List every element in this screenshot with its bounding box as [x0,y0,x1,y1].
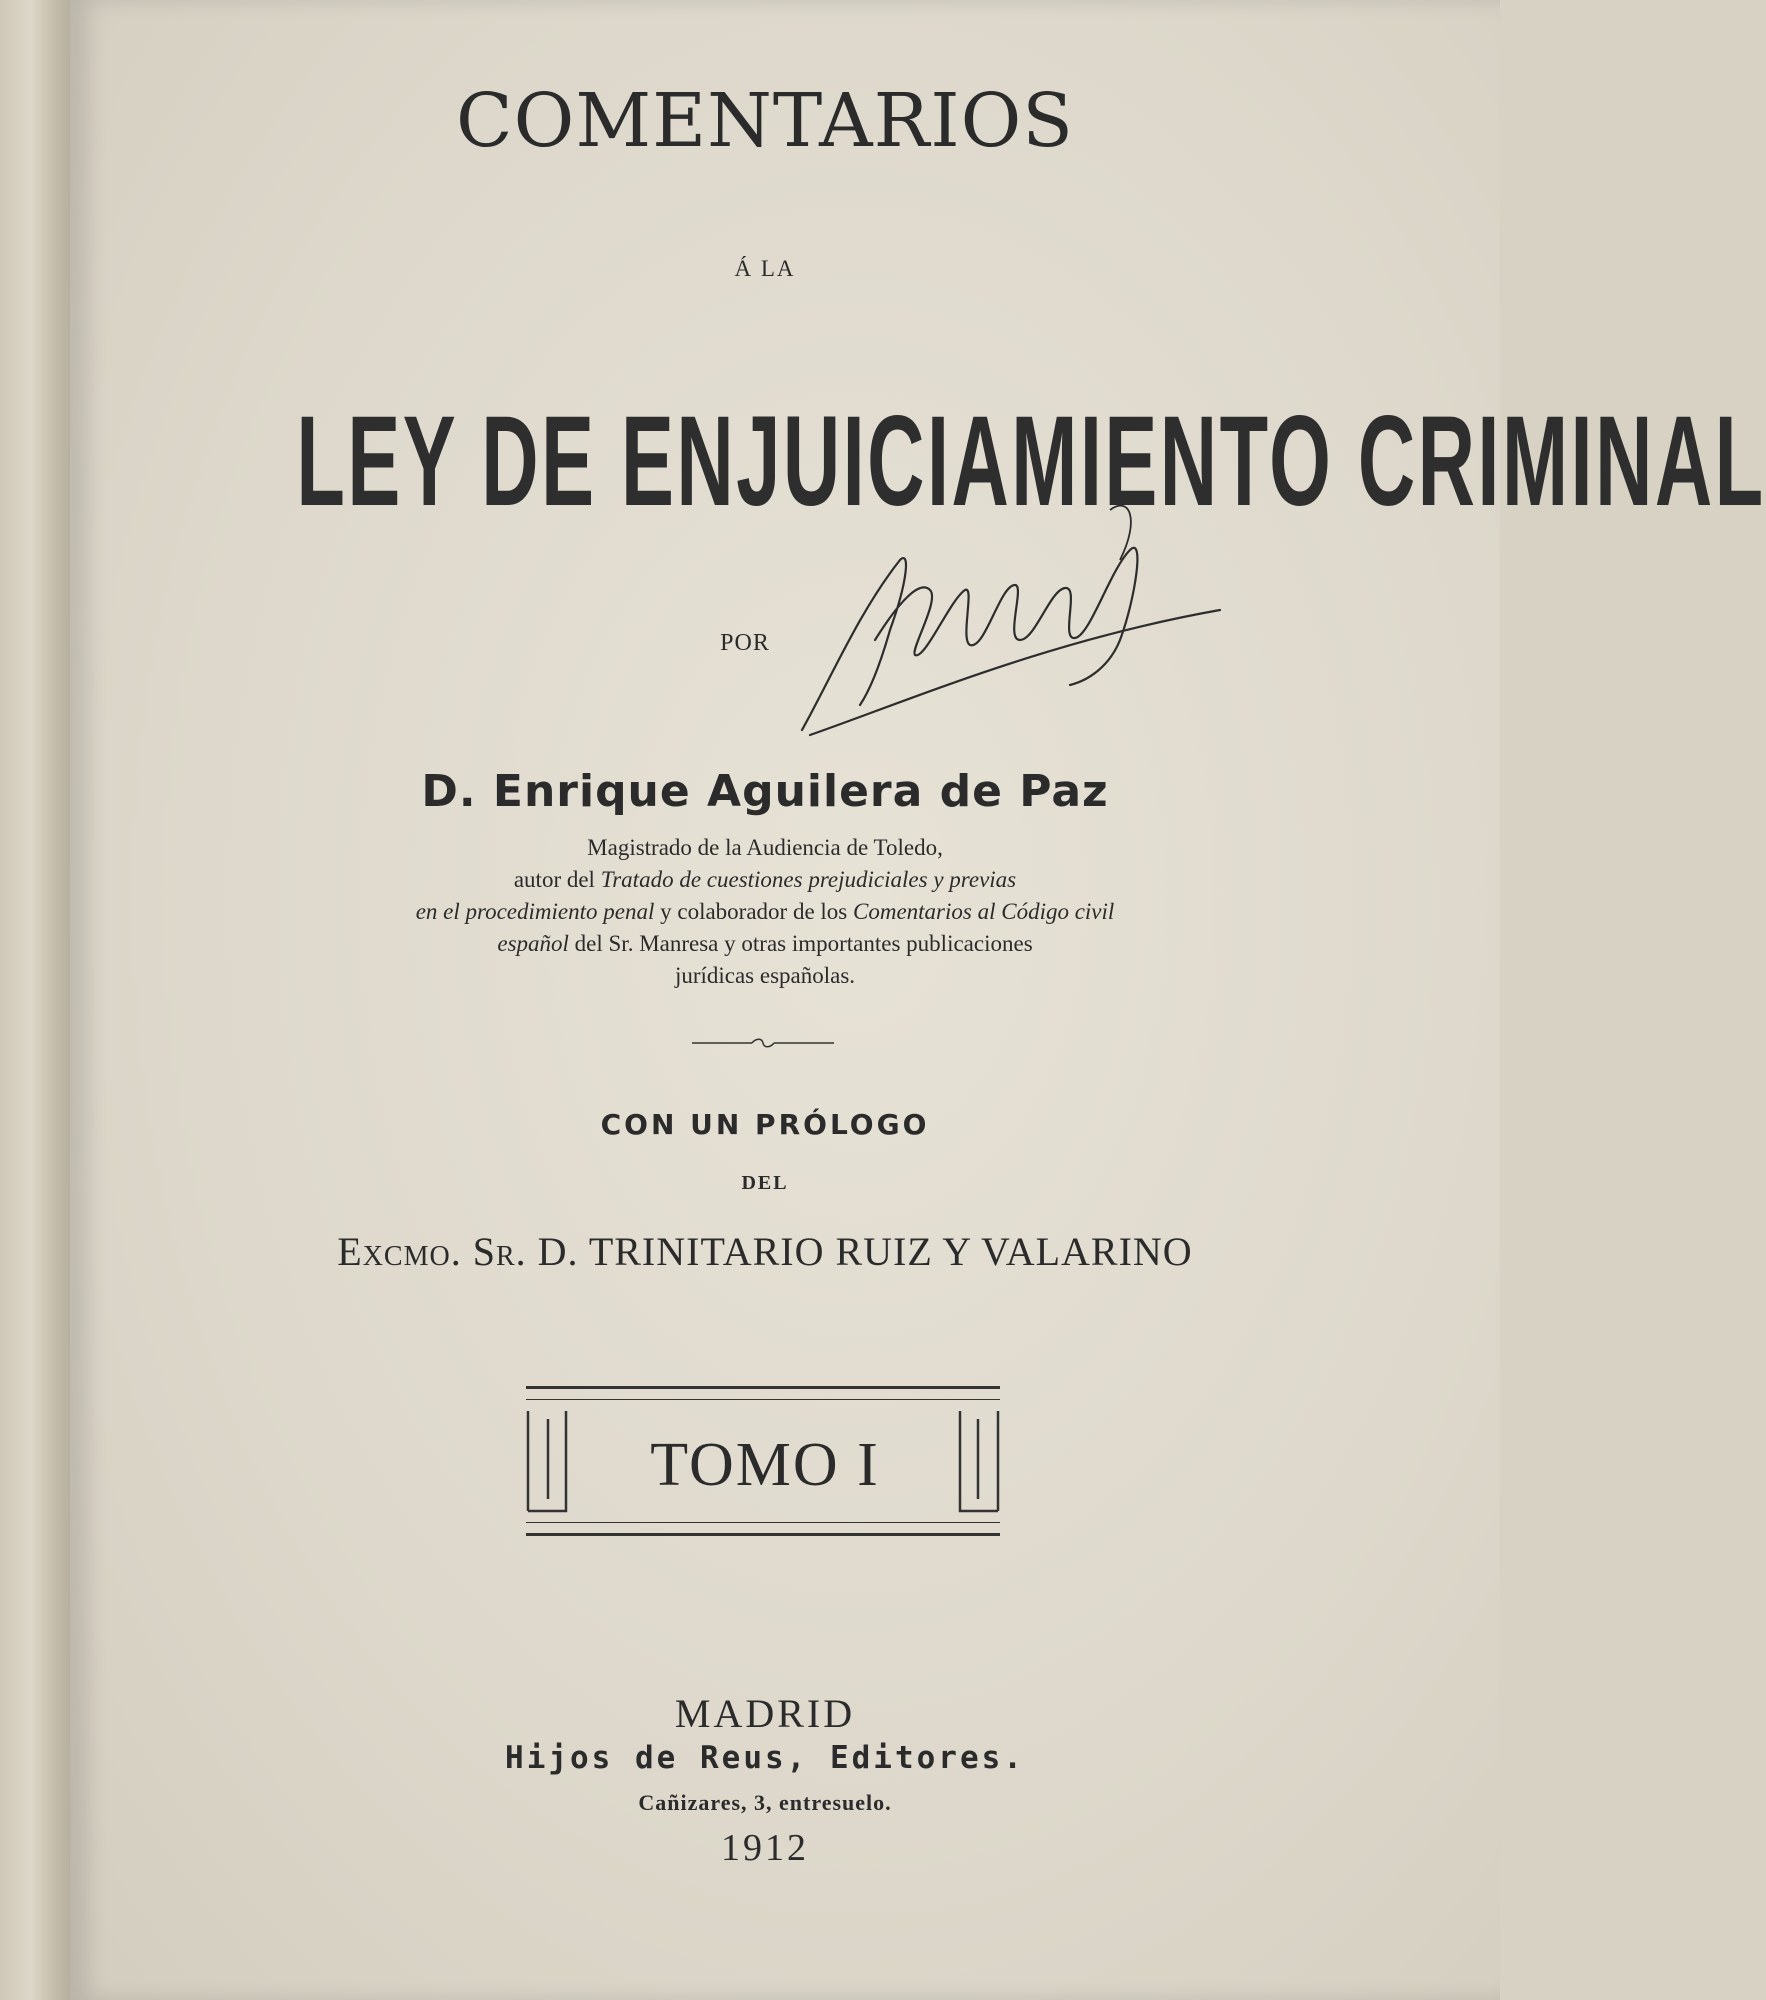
author-name: D. Enrique Aguilera de Paz [421,766,1109,817]
description-line-1: Magistrado de la Audiencia de Toledo, [587,835,943,860]
volume-label: TOMO I [650,1431,880,1499]
handwritten-signature [790,490,1230,760]
title-main: LEY DE ENJUICIAMIENTO CRIMINAL [296,390,1766,533]
imprint-city: MADRID [674,1691,856,1736]
imprint-publisher: Hijos de Reus, Editores. [505,1740,1025,1776]
title-comentarios: COMENTARIOS [456,78,1074,164]
prologue-author: Excmo. Sr. D. TRINITARIO RUIZ Y VALARINO [337,1229,1193,1274]
imprint-address: Cañizares, 3, entresuelo. [638,1790,892,1815]
ornament-divider [692,1038,834,1048]
description-line-5: jurídicas españolas. [674,963,856,988]
prologue-del: DEL [741,1172,789,1194]
author-por: POR [720,630,770,656]
imprint-year: 1912 [721,1827,809,1869]
description-line-2: autor del Tratado de cuestiones prejudiciales y previas [513,867,1017,892]
author-description [0,832,1530,992]
prologue-heading: CON UN PRÓLOGO [600,1108,930,1141]
title-a-la: Á LA [734,256,796,281]
description-line-3: en el procedimiento penal y colaborador de los Comentarios al Código civil [415,899,1115,924]
description-line-4: español del Sr. Manresa y otras importantes publicaciones [497,931,1033,956]
